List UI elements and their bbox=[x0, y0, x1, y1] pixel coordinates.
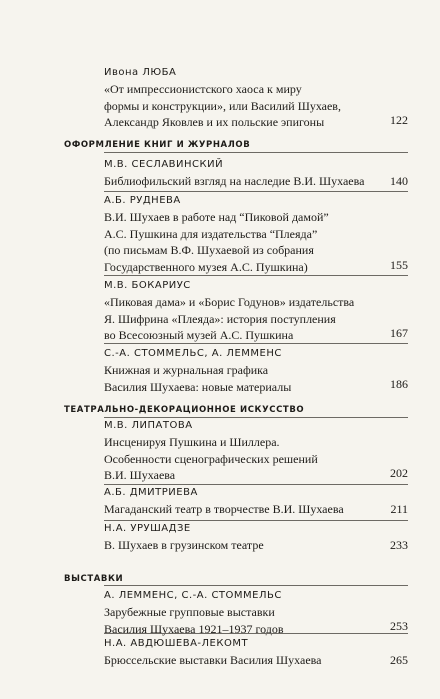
entry-page-number: 140 bbox=[390, 174, 408, 188]
entry-title bbox=[104, 501, 408, 518]
title-line: формы и конструкции», или Василий Шухаев, bbox=[104, 98, 341, 113]
entry-divider bbox=[104, 191, 408, 192]
toc-entry bbox=[104, 347, 408, 395]
entry-author: Н.А. УРУШАДЗЕ bbox=[104, 523, 191, 534]
title-line: Брюссельские выставки Василия Шухаева bbox=[104, 653, 322, 667]
entry-page-number: 186 bbox=[390, 377, 408, 391]
title-line: В.И. Шухаева bbox=[104, 468, 176, 482]
entry-title bbox=[104, 81, 408, 131]
title-line: Василия Шухаева: новые материалы bbox=[104, 379, 292, 394]
entry-divider bbox=[104, 520, 408, 521]
title-line: Библиофильский взгляд на наследие В.И. Шухаева bbox=[104, 174, 365, 188]
title-line: во Всесоюзный музей А.С. Пушкина bbox=[104, 328, 294, 342]
entry-title bbox=[104, 294, 408, 344]
title-line: (по письмам В.Ф. Шухаевой из собрания bbox=[104, 243, 314, 257]
toc-entry bbox=[104, 522, 408, 554]
title-line: Инсценируя Пушкина и Шиллера. bbox=[104, 435, 280, 449]
title-line: Александр Яковлев и их польские эпигоны bbox=[104, 115, 325, 129]
entry-author: Ивона ЛЮБА bbox=[104, 67, 177, 78]
title-line: Василия Шухаева 1921–1937 годов bbox=[104, 621, 284, 636]
entry-author: Н.А. АВДЮШЕВА-ЛЕКОМТ bbox=[104, 638, 249, 649]
title-line: Я. Шифрина «Плеяда»: история поступления bbox=[104, 311, 336, 326]
entry-divider bbox=[104, 585, 408, 586]
title-line: В.И. Шухаев в работе над “Пиковой дамой” bbox=[104, 210, 329, 224]
title-line: Государственного музея А.С. Пушкина) bbox=[104, 259, 308, 274]
entry-author: А.Б. ДМИТРИЕВА bbox=[104, 487, 198, 498]
title-line: Книжная и журнальная графика bbox=[104, 363, 269, 377]
entry-author: С.-А. СТОММЕЛЬС, А. ЛЕММЕНС bbox=[104, 348, 282, 359]
toc-entry bbox=[104, 66, 408, 131]
entry-author: А. ЛЕММЕНС, С.-А. СТОММЕЛЬС bbox=[104, 590, 282, 601]
entry-page-number: 155 bbox=[390, 258, 408, 272]
toc-entry bbox=[104, 194, 408, 275]
entry-author: М.В. ЛИПАТОВА bbox=[104, 420, 193, 431]
title-line: Особенности сценографических решений bbox=[104, 451, 318, 466]
section-heading: ТЕАТРАЛЬНО-ДЕКОРАЦИОННОЕ ИСКУССТВО bbox=[64, 405, 305, 415]
entry-divider bbox=[104, 633, 408, 634]
section-heading: ВЫСТАВКИ bbox=[64, 574, 124, 584]
toc-entry bbox=[104, 279, 408, 344]
toc-entry bbox=[104, 589, 408, 637]
toc-entry bbox=[104, 419, 408, 484]
entry-title bbox=[104, 537, 408, 554]
toc-entry bbox=[104, 158, 408, 190]
entry-page-number: 211 bbox=[390, 502, 408, 516]
toc-entry bbox=[104, 637, 408, 669]
title-line: В. Шухаев в грузинском театре bbox=[104, 538, 264, 552]
entry-author: А.Б. РУДНЕВА bbox=[104, 195, 181, 206]
entry-page-number: 253 bbox=[390, 619, 408, 633]
entry-divider bbox=[104, 343, 408, 344]
title-line: Магаданский театр в творчестве В.И. Шухаева bbox=[104, 502, 344, 516]
entry-divider bbox=[104, 484, 408, 485]
entry-title bbox=[104, 434, 408, 484]
entry-title bbox=[104, 173, 408, 190]
entry-page-number: 265 bbox=[390, 653, 408, 667]
entry-page-number: 167 bbox=[390, 326, 408, 340]
entry-page-number: 202 bbox=[390, 466, 408, 480]
title-line: «От импрессионистского хаоса к миру bbox=[104, 82, 302, 96]
title-line: «Пиковая дама» и «Борис Годунов» издательства bbox=[104, 295, 355, 309]
entry-page-number: 233 bbox=[390, 538, 408, 552]
title-line: Зарубежные групповые выставки bbox=[104, 605, 275, 619]
entry-title bbox=[104, 362, 408, 395]
entry-title bbox=[104, 209, 408, 275]
entry-author: М.В. БОКАРИУС bbox=[104, 280, 191, 291]
entry-divider bbox=[104, 417, 408, 418]
entry-page-number: 122 bbox=[390, 113, 408, 127]
title-line: А.С. Пушкина для издательства “Плеяда” bbox=[104, 226, 318, 241]
toc-entry bbox=[104, 486, 408, 518]
entry-divider bbox=[104, 152, 408, 153]
section-heading: ОФОРМЛЕНИЕ КНИГ И ЖУРНАЛОВ bbox=[64, 140, 251, 150]
entry-title bbox=[104, 652, 408, 669]
entry-divider bbox=[104, 275, 408, 276]
entry-author: М.В. СЕСЛАВИНСКИЙ bbox=[104, 159, 224, 170]
